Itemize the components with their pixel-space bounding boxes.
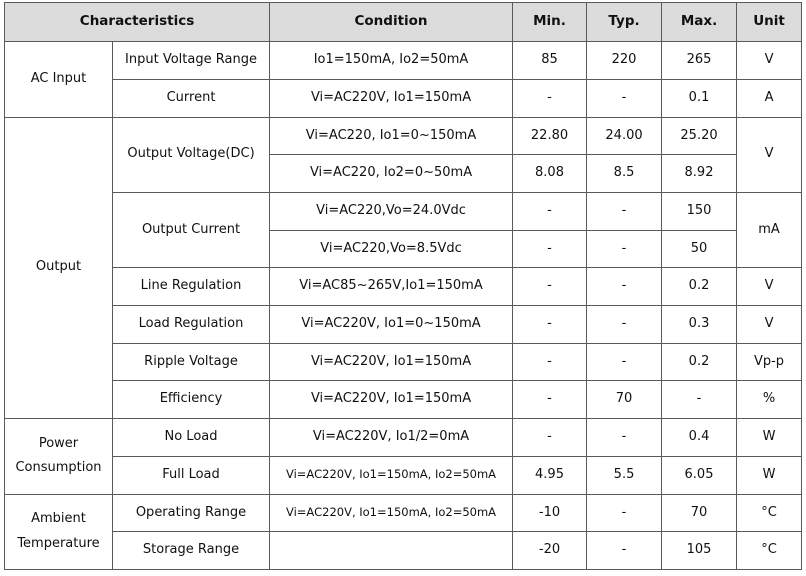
max-cell: 0.2: [662, 268, 737, 306]
header-min: Min.: [513, 3, 587, 42]
table-row: [5, 268, 802, 306]
unit-cell: A: [737, 79, 802, 117]
header-max: Max.: [662, 3, 737, 42]
condition-cell: Vi=AC220V, Io1=150mA: [270, 381, 513, 419]
min-cell: -: [513, 192, 587, 230]
header-unit: Unit: [737, 3, 802, 42]
typ-cell: 70: [587, 381, 662, 419]
min-cell: 85: [513, 42, 587, 80]
header-condition: Condition: [270, 3, 513, 42]
group-ac-input: AC Input: [5, 42, 113, 117]
condition-cell: [270, 532, 513, 570]
table-row: [5, 117, 802, 155]
min-cell: -: [513, 419, 587, 457]
unit-cell: V: [737, 268, 802, 306]
param-cell: Load Regulation: [113, 306, 270, 344]
unit-cell: V: [737, 42, 802, 80]
condition-cell: Vi=AC220V, Io1=150mA: [270, 79, 513, 117]
typ-cell: -: [587, 230, 662, 268]
min-cell: -10: [513, 494, 587, 532]
param-cell: Storage Range: [113, 532, 270, 570]
condition-cell: Vi=AC220,Vo=24.0Vdc: [270, 192, 513, 230]
unit-cell: W: [737, 419, 802, 457]
min-cell: 8.08: [513, 155, 587, 193]
param-cell: Ripple Voltage: [113, 343, 270, 381]
condition-cell: Vi=AC220V, Io1=150mA, Io2=50mA: [270, 456, 513, 494]
max-cell: 0.1: [662, 79, 737, 117]
max-cell: 265: [662, 42, 737, 80]
unit-cell: °C: [737, 532, 802, 570]
header-typ: Typ.: [587, 3, 662, 42]
condition-cell: Vi=AC220, Io1=0~150mA: [270, 117, 513, 155]
condition-cell: Vi=AC220V, Io1=0~150mA: [270, 306, 513, 344]
table-row: [5, 419, 802, 457]
group-power-consumption: Power Consumption: [5, 419, 113, 494]
header-row: [5, 3, 802, 42]
typ-cell: -: [587, 268, 662, 306]
group-output: Output: [5, 117, 113, 419]
max-cell: 0.4: [662, 419, 737, 457]
typ-cell: 220: [587, 42, 662, 80]
max-cell: 0.3: [662, 306, 737, 344]
param-cell: Operating Range: [113, 494, 270, 532]
param-cell: No Load: [113, 419, 270, 457]
typ-cell: -: [587, 494, 662, 532]
table-row: [5, 456, 802, 494]
table-row: [5, 42, 802, 80]
unit-cell: %: [737, 381, 802, 419]
param-cell: Current: [113, 79, 270, 117]
table-row: [5, 192, 802, 230]
max-cell: 50: [662, 230, 737, 268]
param-cell: Output Voltage(DC): [113, 117, 270, 192]
typ-cell: 5.5: [587, 456, 662, 494]
max-cell: 150: [662, 192, 737, 230]
typ-cell: -: [587, 419, 662, 457]
min-cell: -: [513, 230, 587, 268]
typ-cell: -: [587, 192, 662, 230]
condition-cell: Io1=150mA, Io2=50mA: [270, 42, 513, 80]
max-cell: -: [662, 381, 737, 419]
max-cell: 105: [662, 532, 737, 570]
unit-cell: V: [737, 117, 802, 192]
condition-cell: Vi=AC220V, Io1=150mA, Io2=50mA: [270, 494, 513, 532]
max-cell: 70: [662, 494, 737, 532]
condition-cell: Vi=AC220V, Io1/2=0mA: [270, 419, 513, 457]
typ-cell: -: [587, 343, 662, 381]
min-cell: -: [513, 306, 587, 344]
param-cell: Efficiency: [113, 381, 270, 419]
unit-cell: W: [737, 456, 802, 494]
typ-cell: 8.5: [587, 155, 662, 193]
table-row: [5, 381, 802, 419]
param-cell: Line Regulation: [113, 268, 270, 306]
table-row: [5, 532, 802, 570]
max-cell: 0.2: [662, 343, 737, 381]
unit-cell: V: [737, 306, 802, 344]
typ-cell: -: [587, 532, 662, 570]
condition-cell: Vi=AC220,Vo=8.5Vdc: [270, 230, 513, 268]
min-cell: -: [513, 79, 587, 117]
min-cell: 22.80: [513, 117, 587, 155]
group-ambient-temperature: Ambient Temperature: [5, 494, 113, 569]
typ-cell: -: [587, 306, 662, 344]
min-cell: 4.95: [513, 456, 587, 494]
unit-cell: °C: [737, 494, 802, 532]
table-row: [5, 494, 802, 532]
typ-cell: -: [587, 79, 662, 117]
table-row: [5, 306, 802, 344]
spec-table: [4, 2, 802, 570]
max-cell: 8.92: [662, 155, 737, 193]
param-cell: Output Current: [113, 192, 270, 267]
header-characteristics: Characteristics: [5, 3, 270, 42]
condition-cell: Vi=AC220V, Io1=150mA: [270, 343, 513, 381]
unit-cell: Vp-p: [737, 343, 802, 381]
param-cell: Input Voltage Range: [113, 42, 270, 80]
table-row: [5, 79, 802, 117]
unit-cell: mA: [737, 192, 802, 267]
condition-cell: Vi=AC220, Io2=0~50mA: [270, 155, 513, 193]
condition-cell: Vi=AC85~265V,Io1=150mA: [270, 268, 513, 306]
typ-cell: 24.00: [587, 117, 662, 155]
min-cell: -: [513, 268, 587, 306]
min-cell: -: [513, 381, 587, 419]
table-row: [5, 343, 802, 381]
param-cell: Full Load: [113, 456, 270, 494]
min-cell: -: [513, 343, 587, 381]
max-cell: 6.05: [662, 456, 737, 494]
min-cell: -20: [513, 532, 587, 570]
max-cell: 25.20: [662, 117, 737, 155]
